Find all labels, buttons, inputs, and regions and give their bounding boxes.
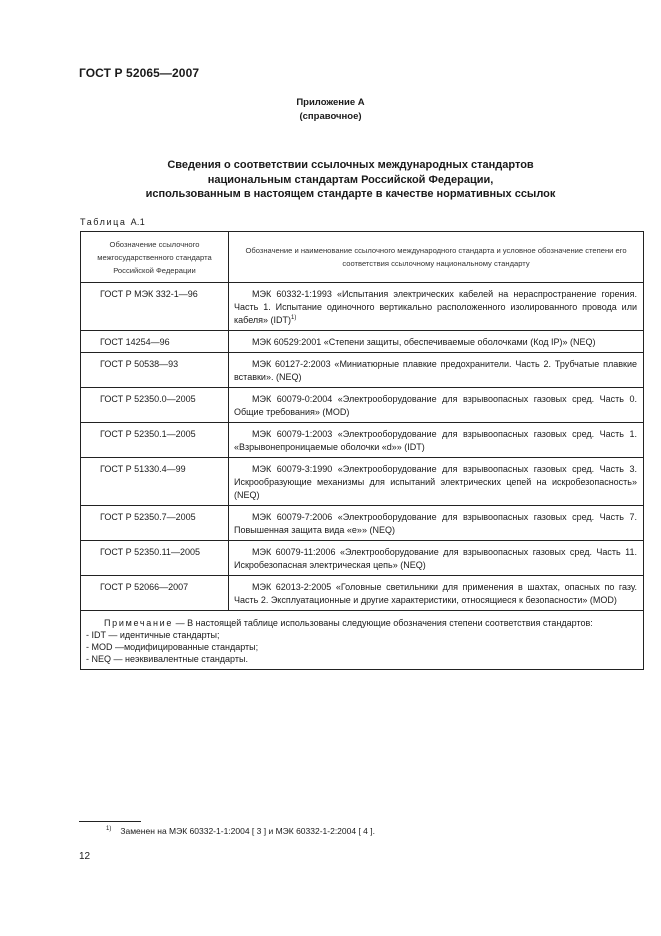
description-text: МЭК 60079-3:1990 «Электрооборудование для взрывоопасных газовых сред. Часть 3. Искрообразующие механизмы для испытаний электрических цепей на искробезопасность» (NEQ) [234,464,637,500]
table-row [81,576,644,611]
table-row [81,506,644,541]
description-text: МЭК 60079-7:2006 «Электрооборудование для взрывоопасных газовых сред. Часть 7. Повышенная защита вида «е»» (NEQ) [234,512,637,535]
national-standard-code: ГОСТ Р 52066—2007 [81,576,229,611]
international-standard-description [229,388,644,423]
national-standard-code: ГОСТ Р 52350.0—2005 [81,388,229,423]
column-header-international: Обозначение и наименование ссылочного международного стандарта и условное обозначение степени его соответствия ссылочному национальному стандарту [229,232,644,283]
international-standard-description [229,506,644,541]
international-standard-description [229,541,644,576]
international-standard-description [229,331,644,353]
national-standard-code: ГОСТ Р 52350.1—2005 [81,423,229,458]
footnote-divider [79,821,141,822]
note-item: - IDT — идентичные стандарты; [86,630,220,640]
appendix-type: (справочное) [299,111,362,122]
appendix-heading [0,96,661,124]
international-standard-description [229,353,644,388]
international-standard-description [229,423,644,458]
description-text: МЭК 60127-2:2003 «Миниатюрные плавкие предохранители. Часть 2. Трубчатые плавкие вставки». (NEQ) [234,359,637,382]
international-standard-description [229,458,644,506]
table-caption-word: Таблица [80,217,127,227]
document-code: ГОСТ Р 52065—2007 [79,66,200,80]
table-row [81,388,644,423]
description-text: МЭК 60079-0:2004 «Электрооборудование для взрывоопасных газовых сред. Часть 0. Общие требования» (MOD) [234,394,637,417]
note-item: - MOD —модифицированные стандарты; [86,642,259,652]
title-line-3: использованным в настоящем стандарте в качестве нормативных ссылок [145,188,556,200]
table-row [81,283,644,331]
table-row [81,423,644,458]
note-text: — В настоящей таблице использованы следующие обозначения степени соответствия стандартов: [173,618,593,628]
international-standard-description [229,576,644,611]
title-line-1: Сведения о соответствии ссылочных международных стандартов [167,159,534,171]
national-standard-code: ГОСТ Р 52350.7—2005 [81,506,229,541]
table-row [81,541,644,576]
international-standard-description [229,283,644,331]
note-head: Примечание [104,618,174,628]
description-text: МЭК 60529:2001 «Степени защиты, обеспечиваемые оболочками (Код IP)» (NEQ) [252,337,596,347]
footnote-text: Заменен на МЭК 60332-1-1:2004 [ 3 ] и МЭК 60332-1-2:2004 [ 4 ]. [120,826,375,836]
table-caption [80,217,145,227]
note-intro [86,617,637,629]
column-header-national: Обозначение ссылочного межгосударственного стандарта Российской Федерации [81,232,229,283]
national-standard-code: ГОСТ Р 52350.11—2005 [81,541,229,576]
table-row [81,458,644,506]
footnote-mark: 1) [106,826,112,833]
page-number: 12 [79,851,91,862]
description-text: МЭК 60079-11:2006 «Электрооборудование для взрывоопасных газовых сред. Часть 11. Искробезопасная электрическая цепь» (NEQ) [234,547,637,570]
national-standard-code: ГОСТ Р 50538—93 [81,353,229,388]
standards-table [80,231,644,670]
footnote [106,826,375,836]
title-line-2: национальным стандартам Российской Федерации, [207,173,494,186]
national-standard-code: ГОСТ Р МЭК 332-1—96 [81,283,229,331]
description-text: МЭК 62013-2:2005 «Головные светильники для применения в шахтах, опасных по газу. Часть 2. Эксплуатационные и другие характеристики, относящиеся к безопасности» (MOD) [234,582,637,605]
description-text: МЭК 60079-1:2003 «Электрооборудование для взрывоопасных газовых сред. Часть 1. «Взрывонепроницаемые оболочки «d»» (IDT) [234,429,637,452]
table-caption-number: А.1 [130,217,146,227]
description-text: МЭК 60332-1:1993 «Испытания электрических кабелей на нераспространение горения. Часть 1. Испытание одиночного вертикально расположенного изолированного провода или кабеля» (IDT) [234,289,637,325]
table-row [81,331,644,353]
table-note [81,611,644,670]
note-item: - NEQ — неэквивалентные стандарты. [86,654,248,664]
footnote-reference: 1) [291,315,297,321]
appendix-label: Приложение А [296,97,365,108]
table-row [81,353,644,388]
appendix-title [60,158,641,202]
national-standard-code: ГОСТ 14254—96 [81,331,229,353]
national-standard-code: ГОСТ Р 51330.4—99 [81,458,229,506]
